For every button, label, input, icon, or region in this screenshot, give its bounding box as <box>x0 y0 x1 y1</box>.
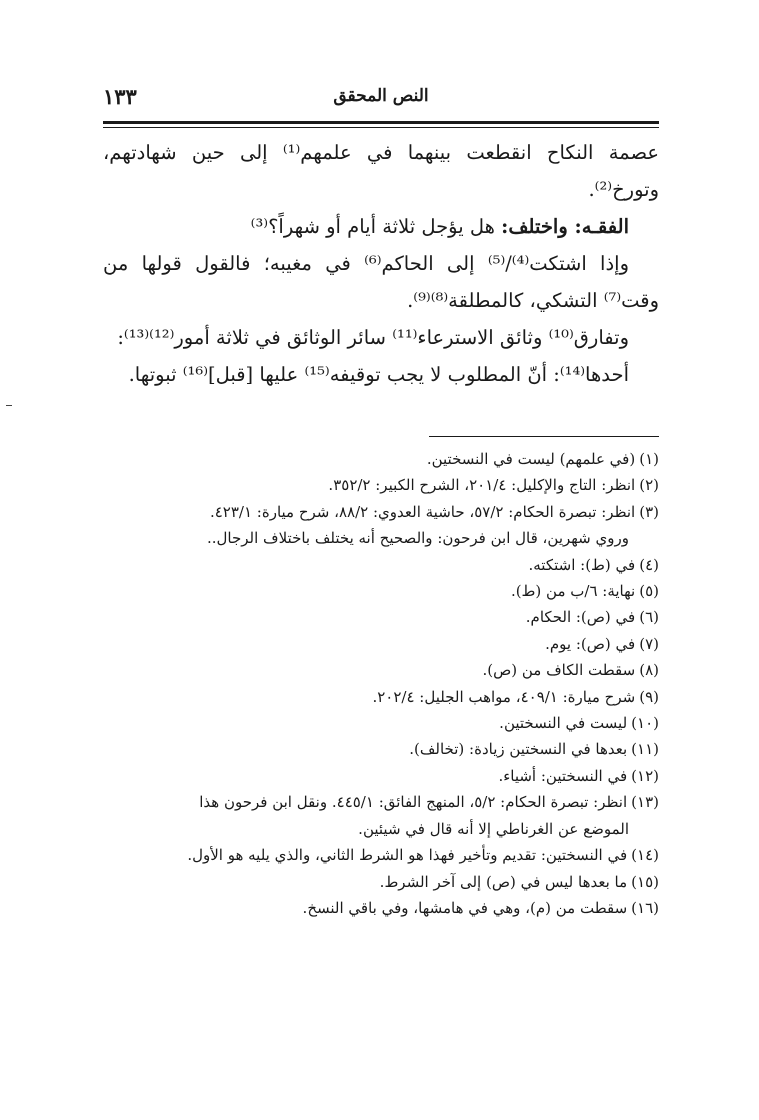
paragraph-5: أحدها⁽¹⁴⁾: أنّ المطلوب لا يجب توقيفه⁽¹⁵⁾ عليها [قبل]⁽¹⁶⁾ ثبوتها. <box>128 363 629 386</box>
footnote-13: (١٣)انظر: تبصرة الحكام: ٥/٢، المنهج الفائق: ٤٤٥/١. ونقل ابن فرحون هذا <box>199 793 659 812</box>
footnote-5: (٥)نهاية: ٦/ب من (ط). <box>510 582 659 601</box>
running-title: النص المحقق <box>333 86 429 106</box>
main-text <box>103 134 659 393</box>
footnote-16: (١٦)سقطت من (م)، وهي في هامشها، وفي باقي النسخ. <box>302 898 659 917</box>
footnote-14: (١٤)في النسختين: تقديم وتأخير فهذا هو الشرط الثاني، والذي يليه هو الأول. <box>187 846 659 865</box>
page-header <box>103 84 659 114</box>
footnote-9: (٩)شرح ميارة: ٤٠٩/١، مواهب الجليل: ٢٠٢/٤. <box>372 687 659 706</box>
footnote-3: (٣)انظر: تبصرة الحكام: ٥٧/٢، حاشية العدوي: ٨٨/٢، شرح ميارة: ٤٢٣/١. <box>209 502 659 521</box>
paragraph-3: وإذا اشتكت⁽⁴⁾/⁽⁵⁾ إلى الحاكم⁽⁶⁾ في مغيبه؛ فالقول قولها من وقت⁽⁷⁾ التشكي، كالمطلقة⁽⁸⁾⁽⁹⁾. <box>103 252 659 312</box>
fiqh-heading: الفقـه: واختلف: <box>501 215 629 238</box>
footnote-4: (٤)في (ط): اشتكته. <box>528 555 659 574</box>
header-rule-thin <box>103 127 659 128</box>
footnote-11: (١١)بعدها في النسختين زيادة: (تخالف). <box>409 740 659 759</box>
footnote-12: (١٢)في النسختين: أشياء. <box>498 766 659 785</box>
footnote-7: (٧)في (ص): يوم. <box>545 634 659 653</box>
footnote-6: (٦)في (ص): الحكام. <box>525 608 659 627</box>
footnote-15: (١٥)ما بعدها ليس في (ص) إلى آخر الشرط. <box>379 872 659 891</box>
page-number: ١٣٣ <box>103 84 137 109</box>
margin-tick <box>6 405 12 406</box>
paragraph-1: عصمة النكاح انقطعت بينهما في علمهم⁽¹⁾ إلى حين شهادتهم، وتورخ⁽²⁾. <box>103 141 659 201</box>
paragraph-2-text: هل يؤجل ثلاثة أيام أو شهراً؟⁽³⁾ <box>250 215 502 238</box>
footnote-1: (١)(في علمهم) ليست في النسختين. <box>426 450 659 468</box>
footnote-separator <box>429 436 659 437</box>
footnote-13-continuation: الموضع عن الغرناطي إلا أنه قال في شيئين. <box>358 819 629 838</box>
paragraph-2 <box>103 208 659 245</box>
footnote-10: (١٠)ليست في النسختين. <box>499 714 659 733</box>
footnote-8: (٨)سقطت الكاف من (ص). <box>482 661 659 680</box>
footnote-2: (٢)انظر: التاج والإكليل: ٢٠١/٤، الشرح الكبير: ٣٥٢/٢. <box>328 476 659 495</box>
header-rule-thick <box>103 121 659 124</box>
footnote-3-continuation: وروي شهرين، قال ابن فرحون: والصحيح أنه يختلف باختلاف الرجال.. <box>207 529 629 548</box>
footnotes <box>103 446 659 921</box>
paragraph-4: وتفارق⁽¹⁰⁾ وثائق الاسترعاء⁽¹¹⁾ سائر الوثائق في ثلاثة أمور⁽¹²⁾⁽¹³⁾: <box>117 326 629 349</box>
